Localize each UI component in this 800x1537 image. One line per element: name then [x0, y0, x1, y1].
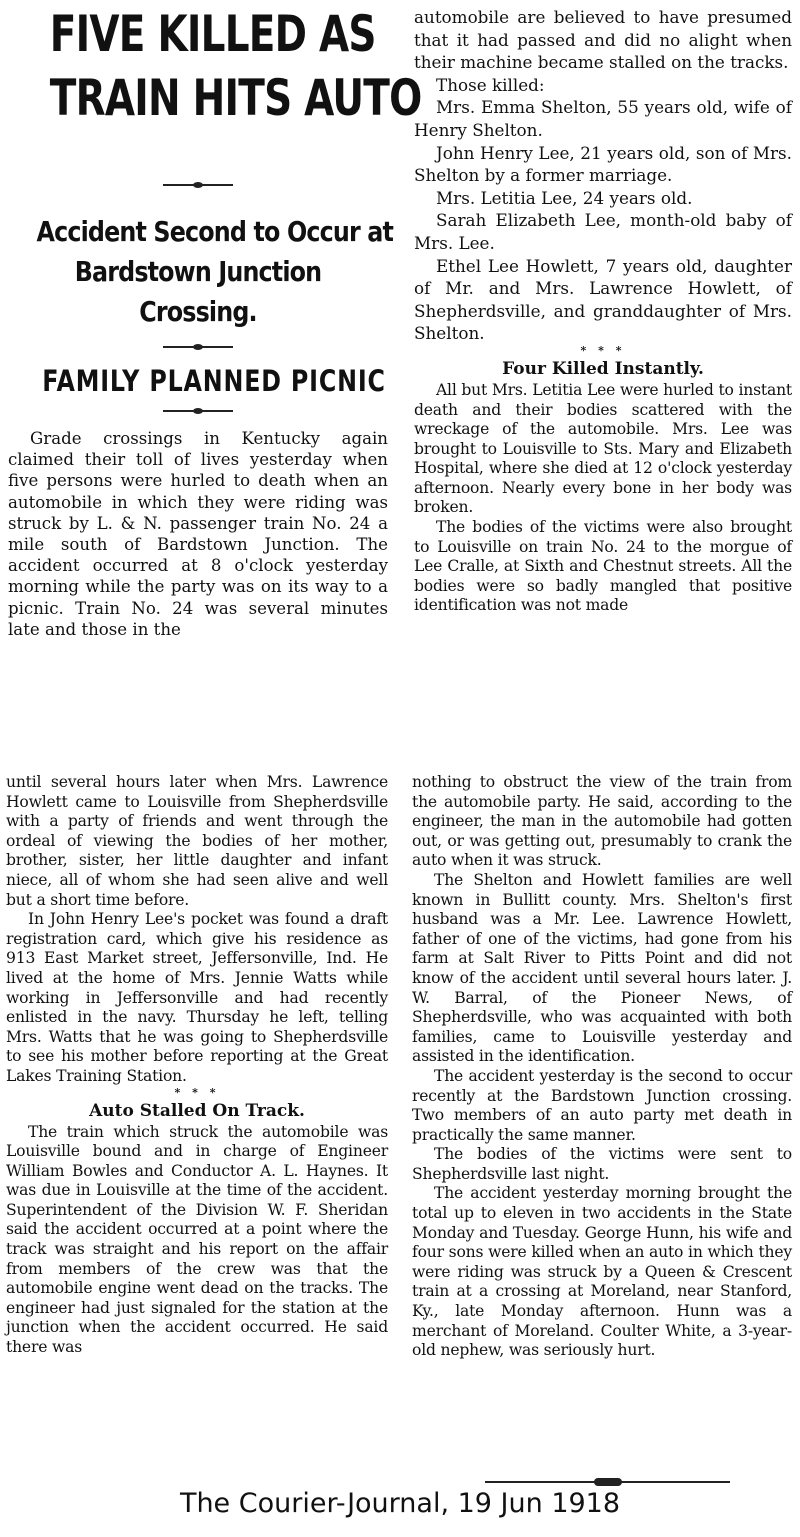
- headline-divider: [163, 184, 233, 186]
- those-killed-label: Those killed:: [436, 74, 545, 95]
- victim-john-henry-lee: John Henry Lee, 21 years old, son of Mrs. Shelton by a former marriage.: [414, 142, 792, 186]
- headline-line-1: FIVE KILLED AS: [49, 5, 376, 63]
- continued-paragraph: until several hours later when Mrs. Lawrence Howlett came to Louisville from Shepherdsville with a party of friends and went through the ordeal of viewing the bodies of her mother, brother, sister, her little daughter and infant niece, all of whom she had seen alive and well but a short time before.: [6, 773, 388, 909]
- auto-stalled-paragraph: The train which struck the automobile was Louisville bound and in charge of Engineer William Bowles and Conductor A. L. Haynes. It was due in Louisville at the time of the accident. Superintendent of the Division W. F. Sheridan said the accident occurred at a point where the track was straight and his report on the affair from members of the crew was that the automobile engine went dead on the tracks. The engineer had just signaled for the station at the junction when the accident occurred. He said there was: [6, 1122, 388, 1357]
- victim-letitia-lee: Mrs. Letitia Lee, 24 years old.: [436, 187, 693, 208]
- section-heading-auto-stalled: Auto Stalled On Track.: [89, 1100, 305, 1121]
- top-right-column: [414, 6, 792, 616]
- source-caption: The Courier-Journal, 19 Jun 1918: [179, 1488, 621, 1519]
- deck-divider: [163, 346, 233, 348]
- article-end-rule: [485, 1481, 730, 1483]
- families-paragraph: The Shelton and Howlett families are well known in Bullitt county. Mrs. Shelton's first husband was a Mr. Lee. Lawrence Howlett, father of one of the victims, had gone from his farm at Salt River to Pitts Point and did not know of the accident until several hours later. J. W. Barral, of the Pioneer News, of Shepherdsville, who was acquainted with both families, came to Louisville yesterday and assisted in the identification.: [412, 870, 792, 1066]
- draft-card-paragraph: In John Henry Lee's pocket was found a draft registration card, which give his residence as 913 East Market street, Jeffersonville, Ind. He lived at the home of Mrs. Jennie Watts while working in Jeffersonville and had recently enlisted in the navy. Thursday he left, telling Mrs. Watts that he was going to Shepherdsville to see his mother before reporting at the Great Lakes Training Station.: [6, 910, 388, 1085]
- subhead-divider: [163, 410, 233, 412]
- bodies-sent-paragraph: The bodies of the victims were sent to Shepherdsville last night.: [412, 1145, 792, 1183]
- section-separator: * * *: [580, 343, 626, 357]
- bottom-right-column: [412, 773, 792, 1361]
- four-killed-paragraph-1: All but Mrs. Letitia Lee were hurled to instant death and their bodies scattered with the wreckage of the automobile. Mrs. Lee was brought to Louisville to Sts. Mary and Elizabeth Hospital, where she died at 12 o'clock yesterday afternoon. Nearly every bone in her body was broken.: [414, 380, 792, 517]
- section-heading-four-killed: Four Killed Instantly.: [502, 358, 704, 379]
- deck-line-3: Crossing.: [139, 295, 257, 328]
- victim-ethel-lee-howlett: Ethel Lee Howlett, 7 years old, daughter of Mr. and Mrs. Lawrence Howlett, of Shepherdsville, and granddaughter of Mrs. Shelton.: [414, 255, 792, 344]
- total-eleven-paragraph: The accident yesterday morning brought the total up to eleven in two accidents in the State Monday and Tuesday. George Hunn, his wife and four sons were killed when an auto in which they were riding was struck by a Queen & Crescent train at a crossing at Moreland, near Stanford, Ky., late Monday afternoon. Hunn was a merchant of Moreland. Coulter White, a 3-year-old nephew, was seriously hurt.: [412, 1184, 792, 1360]
- victim-emma-shelton: Mrs. Emma Shelton, 55 years old, wife of Henry Shelton.: [414, 97, 792, 140]
- deck-line-2: Bardstown Junction: [74, 255, 322, 288]
- victim-sarah-elizabeth-lee: Sarah Elizabeth Lee, month-old baby of Mrs. Lee.: [414, 210, 792, 253]
- subhead: FAMILY PLANNED PICNIC: [42, 364, 386, 398]
- headline-line-2: TRAIN HITS AUTO: [49, 69, 422, 127]
- continued-paragraph-right: nothing to obstruct the view of the train from the automobile party. He said, according to the engineer, the man in the automobile had gotten out, or was getting out, presumably to crank the auto when it was struck.: [412, 773, 792, 870]
- four-killed-paragraph-2: The bodies of the victims were also brought to Louisville on train No. 24 to the morgue of Lee Cralle, at Sixth and Chestnut streets. All the bodies were so badly mangled that positive identification was not made: [414, 518, 792, 615]
- second-accident-paragraph: The accident yesterday is the second to occur recently at the Bardstown Junction crossing. Two members of an auto party met death in practically the same manner.: [412, 1066, 792, 1144]
- section-separator: * * *: [174, 1085, 220, 1099]
- deck-line-1: Accident Second to Occur at: [36, 215, 394, 248]
- top-left-column: [8, 5, 422, 640]
- lead-paragraph: Grade crossings in Kentucky again claimed their toll of lives yesterday when five persons were hurled to death when an automobile in which they were riding was struck by L. & N. passenger train No. 24 a mile south of Bardstown Junction. The accident occurred at 8 o'clock yesterday morning while the party was on its way to a picnic. Train No. 24 was several minutes late and those in the: [8, 429, 388, 639]
- bottom-left-column: [6, 773, 388, 1358]
- continued-intro: automobile are believed to have presumed that it had passed and did no alight when their machine became stalled on the tracks.: [414, 7, 792, 73]
